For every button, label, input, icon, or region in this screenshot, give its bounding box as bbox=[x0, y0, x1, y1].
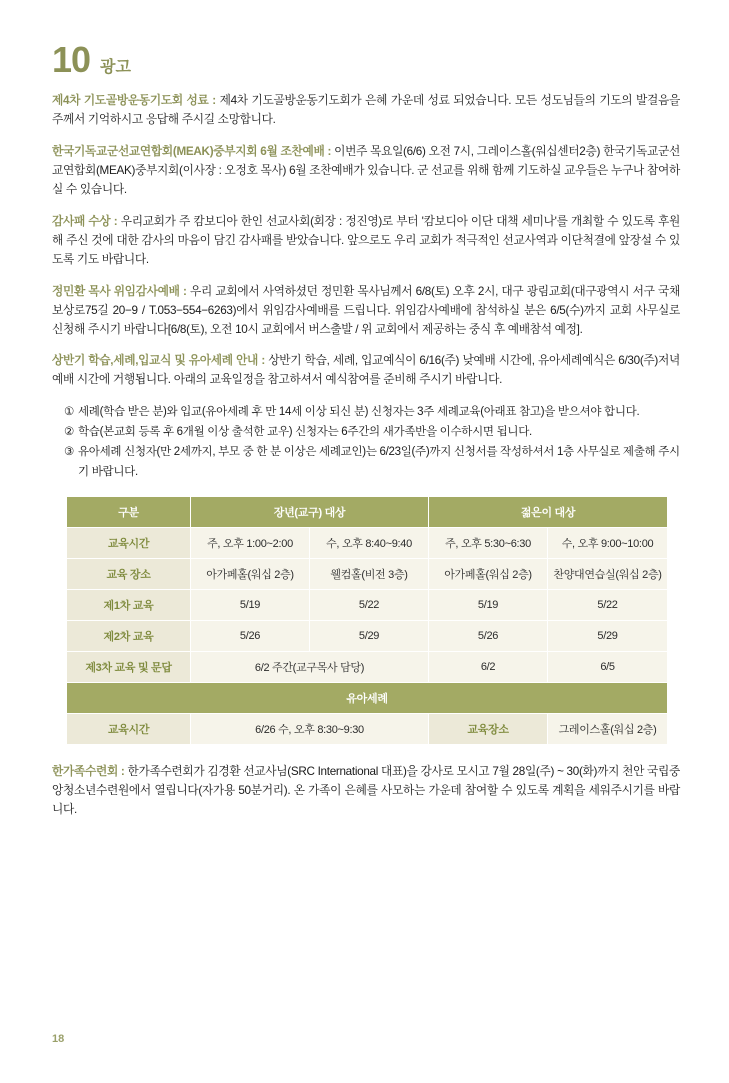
list-item-text: 학습(본교회 등록 후 6개월 이상 출석한 교우) 신청자는 6주간의 새가족반을 이수하시면 됩니다. bbox=[78, 426, 532, 439]
list-marker: ① bbox=[64, 406, 75, 419]
list-item-text: 유아세례 신청자(만 2세까지, 부모 중 한 분 이상은 세례교인)는 6/23일(주)까지 신청서를 작성하셔서 1층 사무실로 제출해 주시기 바랍니다. bbox=[78, 445, 680, 478]
section-header bbox=[52, 39, 680, 80]
notice-lead: 정민환 목사 위임감사예배 : bbox=[52, 284, 190, 298]
table-band-row bbox=[67, 683, 668, 714]
notice-item bbox=[52, 143, 680, 200]
list-marker: ③ bbox=[64, 445, 75, 458]
notice-body: 우리교회가 주 캄보디아 한인 선교사회(회장 : 정진영)로 부터 '캄보디아 이단 대책 세미나'를 개최할 수 있도록 후원해 주신 것에 대한 감사의 마음이 담긴 감사패를 받았습니다. 앞으로도 우리 교회가 적극적인 선교사역과 이단척결에 앞장설 수 있도록 기도 바랍니다. bbox=[52, 214, 680, 266]
table-cell: 5/26 bbox=[429, 621, 548, 652]
table-cell: 5/26 bbox=[191, 621, 310, 652]
page-content bbox=[52, 39, 681, 820]
table-cell: 수, 오후 8:40~9:40 bbox=[310, 528, 429, 559]
table-cell: 6/5 bbox=[548, 652, 668, 683]
notice-item bbox=[52, 763, 680, 820]
notice-body: 이번주 목요일(6/6) 오전 7시, 그레이스홀(워십센터2층) 한국기독교군선교연합회(MEAK)중부지회(이사장 : 오정호 목사) 6월 조찬예배가 있습니다. 군 선교를 위해 함께 기도하실 교우들은 누구나 참여하실 수 있습니다. bbox=[52, 144, 681, 196]
notice-lead: 한국기독교군선교연합회(MEAK)중부지회 6월 조찬예배 : bbox=[52, 144, 335, 158]
table-cell: 5/19 bbox=[429, 590, 548, 621]
table-cell: 5/29 bbox=[310, 621, 429, 652]
table-cell: 5/22 bbox=[310, 590, 429, 621]
table-cell: 찬양대연습실(워십 2층) bbox=[548, 559, 668, 590]
notice-body: 제4차 기도골방운동기도회가 은혜 가운데 성료 되었습니다. 모든 성도님들의 기도의 발걸음을 주께서 기억하시고 응답해 주시길 소망합니다. bbox=[52, 94, 680, 126]
list-item-text: 세례(학습 받은 분)와 입교(유아세례 후 만 14세 이상 되신 분) 신청자는 3주 세례교육(아래표 참고)을 받으셔야 합니다. bbox=[78, 406, 640, 419]
table-row bbox=[67, 621, 668, 652]
table-cell: 웰컴홀(비전 3층) bbox=[310, 559, 429, 590]
notice-item bbox=[52, 92, 680, 130]
table-header-cell: 젊은이 대상 bbox=[429, 497, 668, 528]
table-cell: 아가페홀(워십 2층) bbox=[191, 559, 310, 590]
notice-lead: 감사패 수상 : bbox=[52, 214, 121, 228]
numbered-list bbox=[52, 403, 680, 482]
notice-lead: 상반기 학습,세례,입교식 및 유아세례 안내 : bbox=[52, 354, 269, 368]
list-item bbox=[64, 423, 680, 443]
table-cell: 주, 오후 1:00~2:00 bbox=[191, 528, 310, 559]
table-row bbox=[67, 528, 668, 559]
notice-lead: 제4차 기도골방운동기도회 성료 : bbox=[52, 94, 220, 107]
table-cell: 6/26 수, 오후 8:30~9:30 bbox=[191, 714, 429, 745]
table-row bbox=[67, 714, 668, 745]
table-header-cell: 장년(교구) 대상 bbox=[191, 497, 429, 528]
notice-body: 상반기 학습, 세례, 입교예식이 6/16(주) 낮예배 시간에, 유아세례예식은 6/30(주)저녁예배 시간에 거행됩니다. 아래의 교육일정을 참고하셔서 예식참여를 준비해 주시기 바랍니다. bbox=[52, 354, 680, 387]
table-cell: 6/2 주간(교구목사 담당) bbox=[191, 652, 429, 683]
row-label: 교육장소 bbox=[429, 714, 548, 745]
table-row bbox=[67, 559, 668, 590]
table-row bbox=[67, 652, 668, 683]
row-label: 제3차 교육 및 문답 bbox=[67, 652, 191, 683]
table-cell: 아가페홀(워십 2층) bbox=[429, 559, 548, 590]
table-cell: 5/19 bbox=[191, 590, 310, 621]
education-schedule-table bbox=[66, 496, 668, 745]
row-label: 교육시간 bbox=[67, 528, 191, 559]
table-cell: 주, 오후 5:30~6:30 bbox=[429, 528, 548, 559]
notice-item bbox=[52, 352, 680, 390]
row-label: 제2차 교육 bbox=[67, 621, 191, 652]
page-title: 광고 bbox=[100, 59, 131, 76]
table-cell: 5/29 bbox=[548, 621, 668, 652]
notice-lead: 한가족수련회 : bbox=[52, 765, 128, 779]
table-cell: 5/22 bbox=[548, 590, 668, 621]
row-label: 교육 장소 bbox=[67, 559, 191, 590]
notice-item bbox=[52, 213, 680, 270]
row-label: 교육시간 bbox=[67, 714, 191, 745]
notice-body: 한가족수련회가 김경환 선교사님(SRC International 대표)을 강사로 모시고 7월 28일(주) ~ 30(화)까지 천안 국립중앙청소년수련원에서 열립니다(자가용 50분거리). 온 가족이 은혜를 사모하는 가운데 참여할 수 있도록 계획을 세워주시기를 바랍니다. bbox=[52, 765, 680, 817]
band-label: 유아세례 bbox=[67, 683, 668, 714]
table-cell: 6/2 bbox=[429, 652, 548, 683]
table-cell: 그레이스홀(워십 2층) bbox=[548, 714, 668, 745]
table-cell: 수, 오후 9:00~10:00 bbox=[548, 528, 668, 559]
list-item bbox=[64, 443, 680, 483]
list-marker: ② bbox=[64, 426, 75, 439]
page-number: 18 bbox=[52, 1033, 65, 1045]
list-item bbox=[64, 403, 680, 423]
notice-item bbox=[52, 283, 680, 340]
section-number: 10 bbox=[52, 39, 91, 80]
row-label: 제1차 교육 bbox=[67, 590, 191, 621]
table-header-row bbox=[67, 497, 668, 528]
notice-body: 우리 교회에서 사역하셨던 정민환 목사님께서 6/8(토) 오후 2시, 대구 광림교회(대구광역시 서구 국채보상로75길 20−9 / T.053−554−6263)에서 위임감사예배를 드립니다. 위임감사예배에 참석하실 분은 6/5(수)까지 교회 사무실로 신청해 주시기 바랍니다[6/8(토), 오전 10시 교회에서 버스출발 / 위 교회에서 제공하는 중식 후 예배참석 예정]. bbox=[52, 284, 680, 336]
table-header-cell: 구분 bbox=[67, 497, 191, 528]
table-row bbox=[67, 590, 668, 621]
